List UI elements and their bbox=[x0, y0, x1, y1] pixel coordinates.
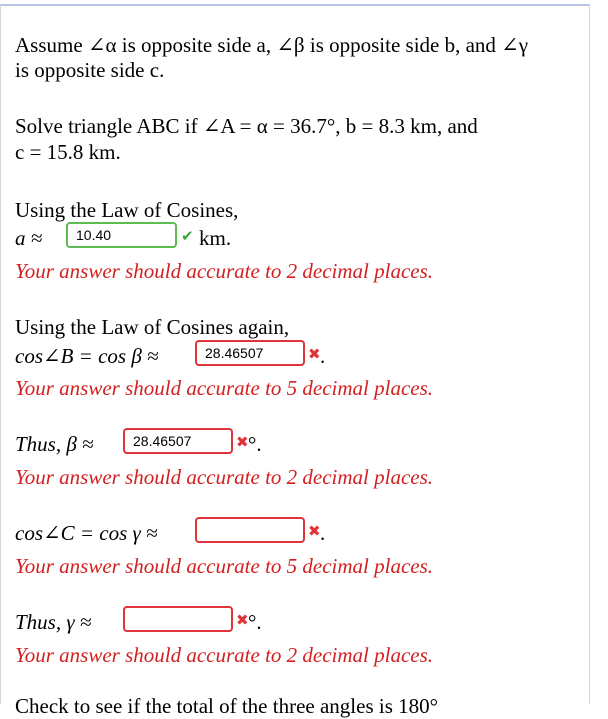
gamma-input[interactable] bbox=[123, 606, 233, 632]
step-gamma-hint: Your answer should accurate to 2 decimal places. bbox=[15, 643, 434, 667]
step-beta-label: Thus, β ≈ bbox=[15, 432, 94, 456]
cos-b-input[interactable] bbox=[195, 340, 305, 366]
step-cosc-suffix: . bbox=[320, 521, 326, 545]
question-panel bbox=[0, 4, 590, 718]
cut-off-text: Check to see if the total of the three angles is 180° bbox=[15, 694, 439, 718]
intro-line-1: Assume ∠α is opposite side a, ∠β is opposite side b, and ∠γ bbox=[15, 33, 529, 57]
step-cosc-hint: Your answer should accurate to 5 decimal places. bbox=[15, 554, 434, 578]
problem-line-2: c = 15.8 km. bbox=[15, 140, 121, 164]
step-a-hint: Your answer should accurate to 2 decimal places. bbox=[15, 259, 434, 283]
step-beta-suffix: °. bbox=[248, 432, 262, 456]
step-cosc-label: cos∠C = cos γ ≈ bbox=[15, 521, 158, 545]
beta-input[interactable] bbox=[123, 428, 233, 454]
step-beta-hint: Your answer should accurate to 2 decimal places. bbox=[15, 465, 434, 489]
incorrect-cross-icon: ✖ bbox=[236, 613, 249, 629]
step-cosb-label: cos∠B = cos β ≈ bbox=[15, 344, 159, 368]
side-a-input[interactable] bbox=[66, 222, 177, 248]
step-a-heading: Using the Law of Cosines, bbox=[15, 198, 239, 222]
step-a-label: a ≈ bbox=[15, 226, 43, 250]
cos-c-input[interactable] bbox=[195, 517, 305, 543]
step-cosb-hint: Your answer should accurate to 5 decimal places. bbox=[15, 376, 434, 400]
step-gamma-suffix: °. bbox=[248, 610, 262, 634]
step-gamma-label: Thus, γ ≈ bbox=[15, 610, 92, 634]
step-cosb-heading: Using the Law of Cosines again, bbox=[15, 315, 290, 339]
correct-check-icon: ✔ bbox=[181, 229, 194, 245]
incorrect-cross-icon: ✖ bbox=[308, 347, 321, 363]
incorrect-cross-icon: ✖ bbox=[308, 524, 321, 540]
step-a-unit: km. bbox=[199, 226, 232, 250]
incorrect-cross-icon: ✖ bbox=[236, 435, 249, 451]
problem-line-1: Solve triangle ABC if ∠A = α = 36.7°, b = 8.3 km, and bbox=[15, 114, 478, 138]
step-cosb-suffix: . bbox=[320, 344, 326, 368]
intro-line-2: is opposite side c. bbox=[15, 58, 165, 82]
